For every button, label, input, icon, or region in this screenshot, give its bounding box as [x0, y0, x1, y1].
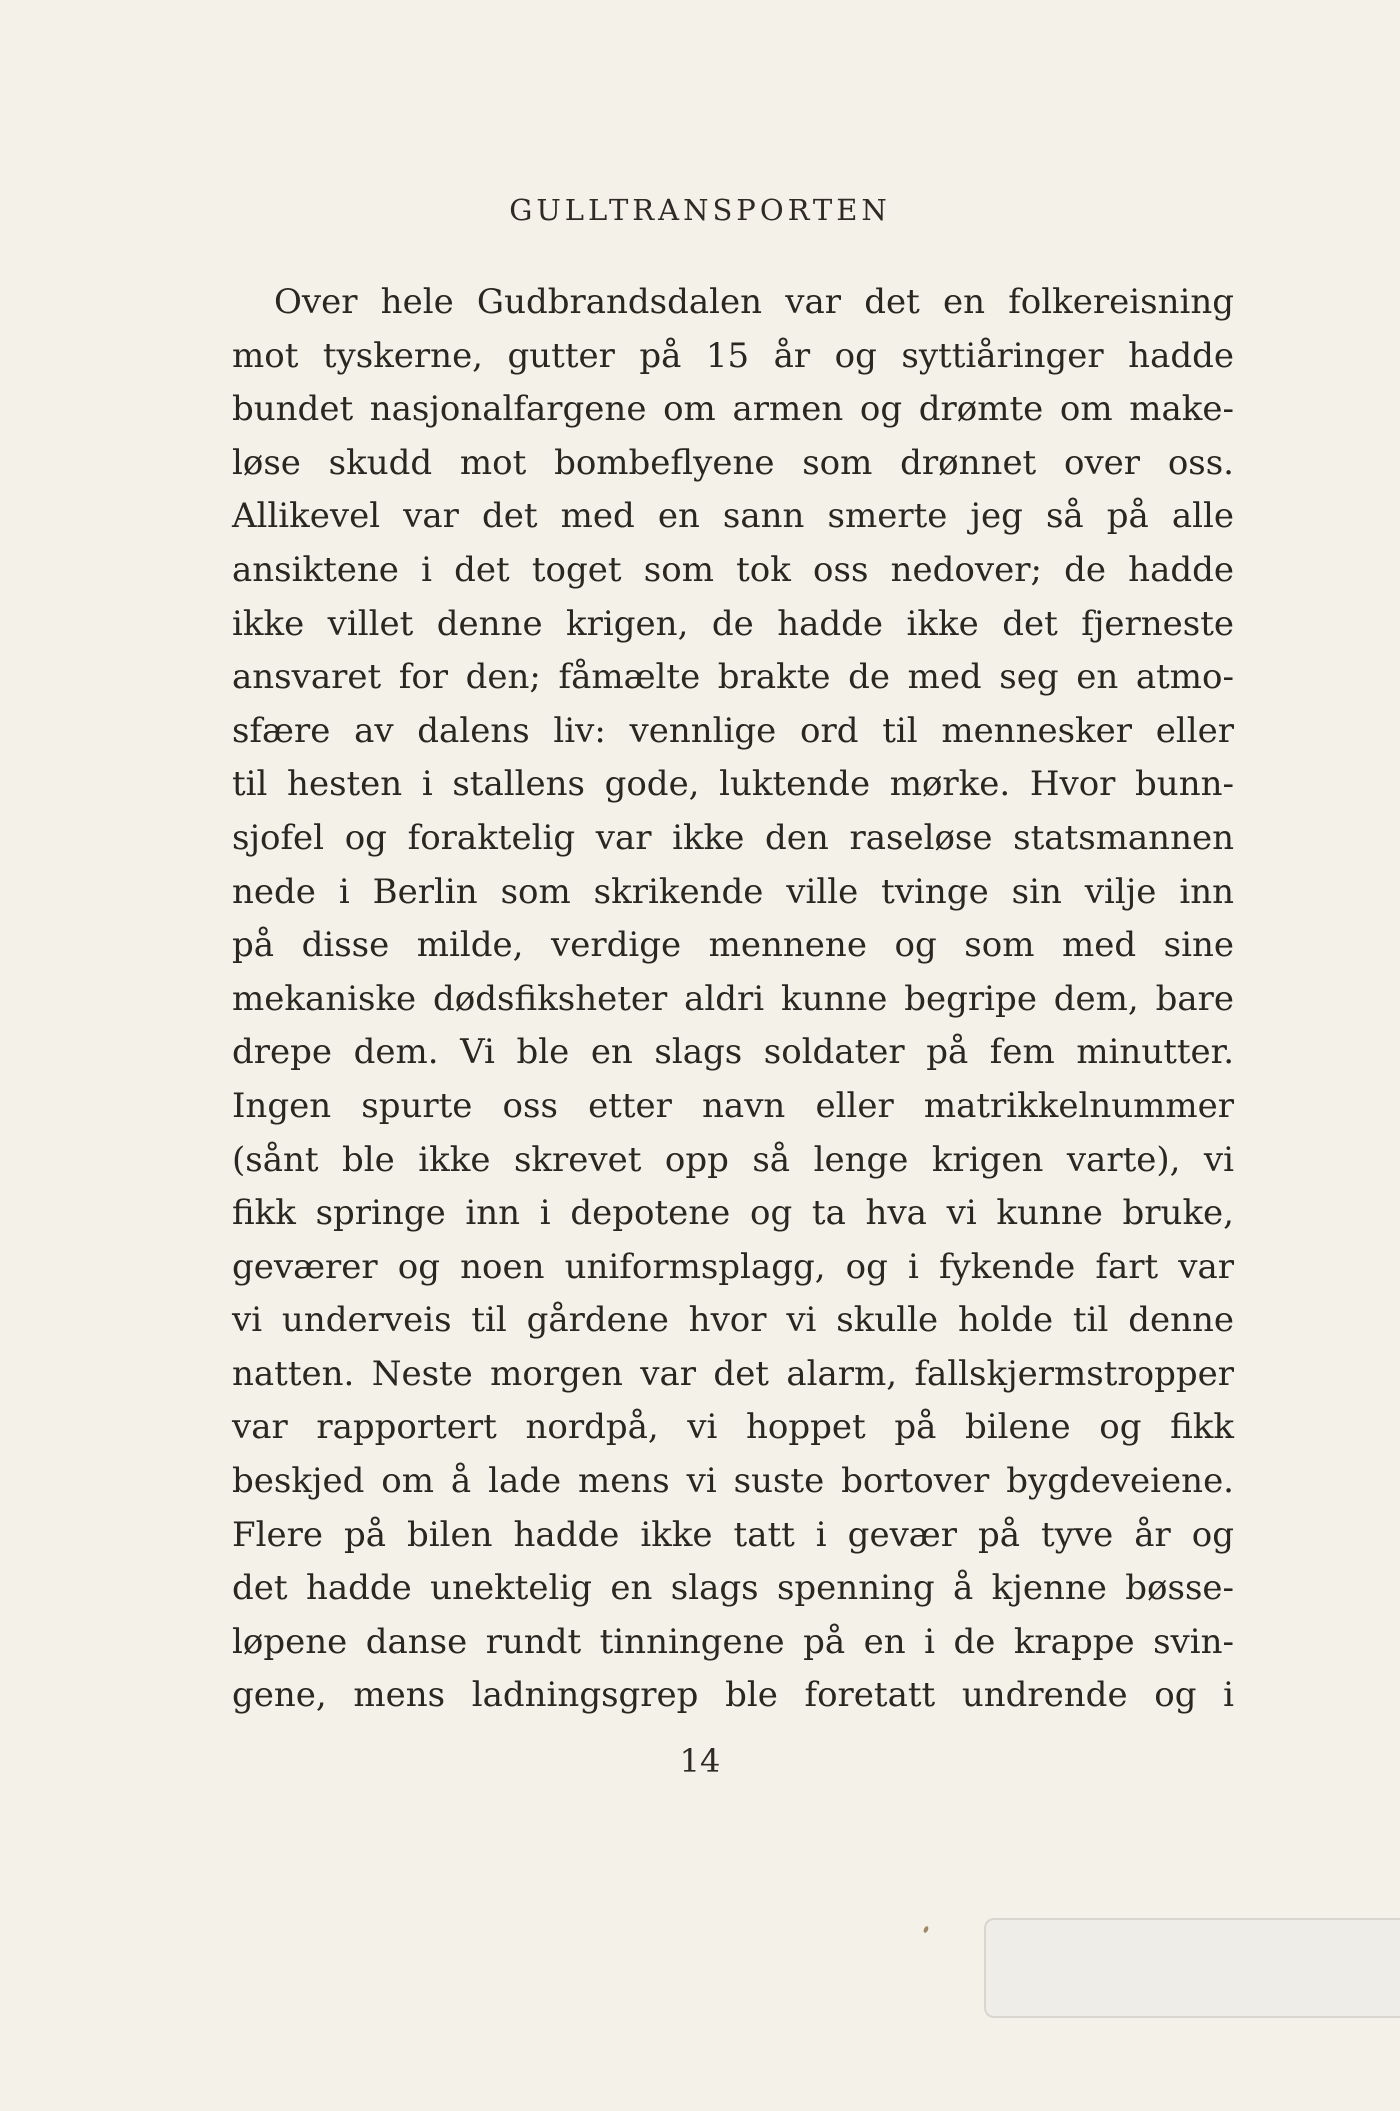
ink-speck — [923, 1925, 930, 1933]
text-line: beskjed om å lade mens vi suste bortover bygdeveiene. — [232, 1461, 1234, 1502]
text-line: sfære av dalens liv: vennlige ord til mennesker eller — [232, 710, 1234, 751]
text-line: mekaniske dødsfiksheter aldri kunne begripe dem, bare — [232, 978, 1234, 1019]
text-line: Over hele Gudbrandsdalen var det en folkereisning — [274, 282, 1234, 322]
text-line: til hesten i stallens gode, luktende mørke. Hvor bunn- — [232, 764, 1234, 805]
text-line: Ingen spurte oss etter navn eller matrikkelnummer — [232, 1085, 1234, 1126]
text-line: bundet nasjonalfargene om armen og drømte om make- — [232, 389, 1234, 430]
text-line: vi underveis til gårdene hvor vi skulle holde til denne — [232, 1300, 1234, 1341]
text-line: Allikevel var det med en sann smerte jeg så på alle — [232, 496, 1234, 537]
text-line: det hadde unektelig en slags spenning å kjenne bøsse- — [232, 1568, 1234, 1609]
text-line: gene, mens ladningsgrep ble foretatt undrende og i — [232, 1675, 1234, 1716]
text-line: løse skudd mot bombeflyene som drønnet over oss. — [232, 442, 1234, 483]
text-line: sjofel og foraktelig var ikke den raseløse statsmannen — [232, 817, 1234, 858]
text-line: mot tyskerne, gutter på 15 år og syttiåringer hadde — [232, 335, 1234, 376]
text-line: (sånt ble ikke skrevet opp så lenge krigen varte), vi — [232, 1139, 1234, 1180]
page-number: 14 — [679, 1742, 721, 1780]
text-line: natten. Neste morgen var det alarm, fallskjermstropper — [232, 1353, 1234, 1394]
page-tab-mark — [984, 1918, 1400, 2018]
text-line: drepe dem. Vi ble en slags soldater på fem minutter. — [232, 1032, 1234, 1073]
text-line: var rapportert nordpå, vi hoppet på bilene og fikk — [232, 1407, 1234, 1448]
text-line: nede i Berlin som skrikende ville tvinge sin vilje inn — [232, 871, 1234, 912]
text-line: fikk springe inn i depotene og ta hva vi kunne bruke, — [232, 1193, 1234, 1234]
text-line: ansvaret for den; fåmælte brakte de med seg en atmo- — [232, 657, 1234, 698]
text-line: løpene danse rundt tinningene på en i de krappe svin- — [232, 1621, 1234, 1662]
body-text — [232, 276, 1234, 1723]
text-line: ansiktene i det toget som tok oss nedover; de hadde — [232, 549, 1234, 590]
running-head: GULLTRANSPORTEN — [509, 193, 891, 227]
text-line: Flere på bilen hadde ikke tatt i gevær på tyve år og — [232, 1514, 1234, 1555]
text-line: ikke villet denne krigen, de hadde ikke det fjerneste — [232, 603, 1234, 644]
text-line: geværer og noen uniformsplagg, og i fykende fart var — [232, 1246, 1234, 1287]
text-line: på disse milde, verdige mennene og som med sine — [232, 925, 1234, 966]
